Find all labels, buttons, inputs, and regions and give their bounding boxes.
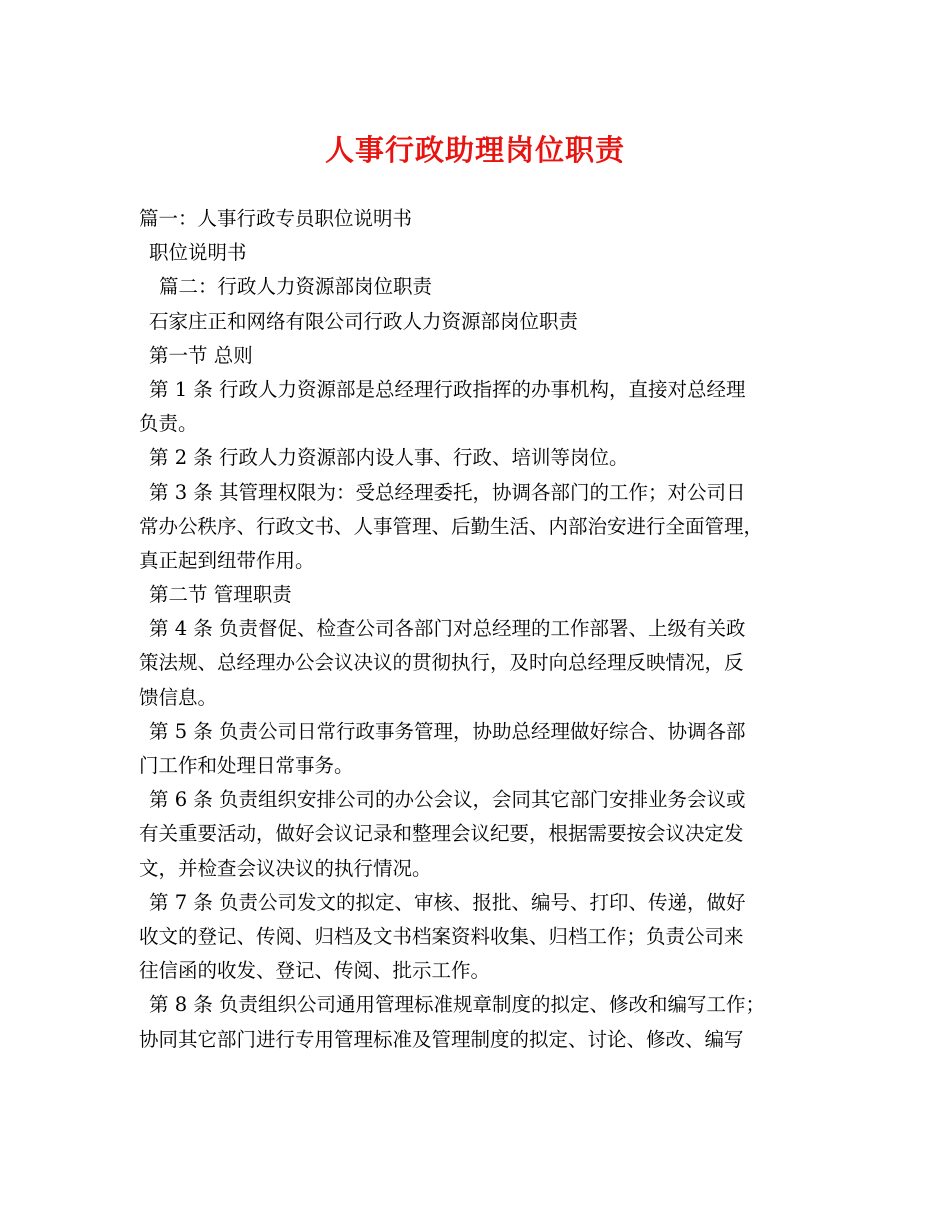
text-line: 第 3 条 其管理权限为：受总经理委托，协调各部门的工作；对公司日 bbox=[149, 480, 746, 504]
text-line: 收文的登记、传阅、归档及文书档案资料收集、归档工作；负责公司来 bbox=[139, 924, 744, 948]
text-line: 负责。 bbox=[139, 412, 198, 436]
text-line: 第 4 条 负责督促、检查公司各部门对总经理的工作部署、上级有关政 bbox=[149, 617, 746, 641]
text-line: 文，并检查会议决议的执行情况。 bbox=[139, 856, 432, 880]
text-line: 第 6 条 负责组织安排公司的办公会议，会同其它部门安排业务会议或 bbox=[149, 788, 746, 812]
text-line: 协同其它部门进行专用管理标准及管理制度的拟定、讨论、修改、编写 bbox=[139, 1027, 744, 1051]
text-line: 往信函的收发、登记、传阅、批示工作。 bbox=[139, 959, 491, 983]
text-line: 职位说明书 bbox=[149, 241, 247, 265]
text-line: 有关重要活动，做好会议记录和整理会议纪要，根据需要按会议决定发 bbox=[139, 822, 744, 846]
text-line: 第 7 条 负责公司发文的拟定、审核、报批、编号、打印、传递，做好 bbox=[149, 890, 746, 914]
text-line: 第 2 条 行政人力资源部内设人事、行政、培训等岗位。 bbox=[149, 446, 629, 470]
text-line: 真正起到纽带作用。 bbox=[139, 548, 315, 572]
text-line: 第 1 条 行政人力资源部是总经理行政指挥的办事机构，直接对总经理 bbox=[149, 377, 746, 401]
text-line: 篇一：人事行政专员职位说明书 bbox=[139, 207, 413, 230]
document-body bbox=[139, 202, 829, 1057]
text-line: 篇二：行政人力资源部岗位职责 bbox=[159, 275, 433, 299]
text-line: 第一节 总则 bbox=[149, 343, 253, 367]
text-line: 石家庄正和网络有限公司行政人力资源部岗位职责 bbox=[149, 309, 579, 333]
text-line: 第二节 管理职责 bbox=[149, 583, 292, 607]
text-line: 门工作和处理日常事务。 bbox=[139, 754, 354, 777]
text-line: 常办公秩序、行政文书、人事管理、后勤生活、内部治安进行全面管理， bbox=[139, 514, 764, 538]
text-line: 策法规、总经理办公会议决议的贯彻执行，及时向总经理反映情况，反 bbox=[139, 651, 744, 675]
text-line: 第 8 条 负责组织公司通用管理标准规章制度的拟定、修改和编写工作； bbox=[149, 993, 766, 1017]
document-title: 人事行政助理岗位职责 bbox=[324, 133, 625, 167]
text-line: 第 5 条 负责公司日常行政事务管理，协助总经理做好综合、协调各部 bbox=[149, 719, 746, 743]
text-line: 馈信息。 bbox=[139, 685, 218, 709]
